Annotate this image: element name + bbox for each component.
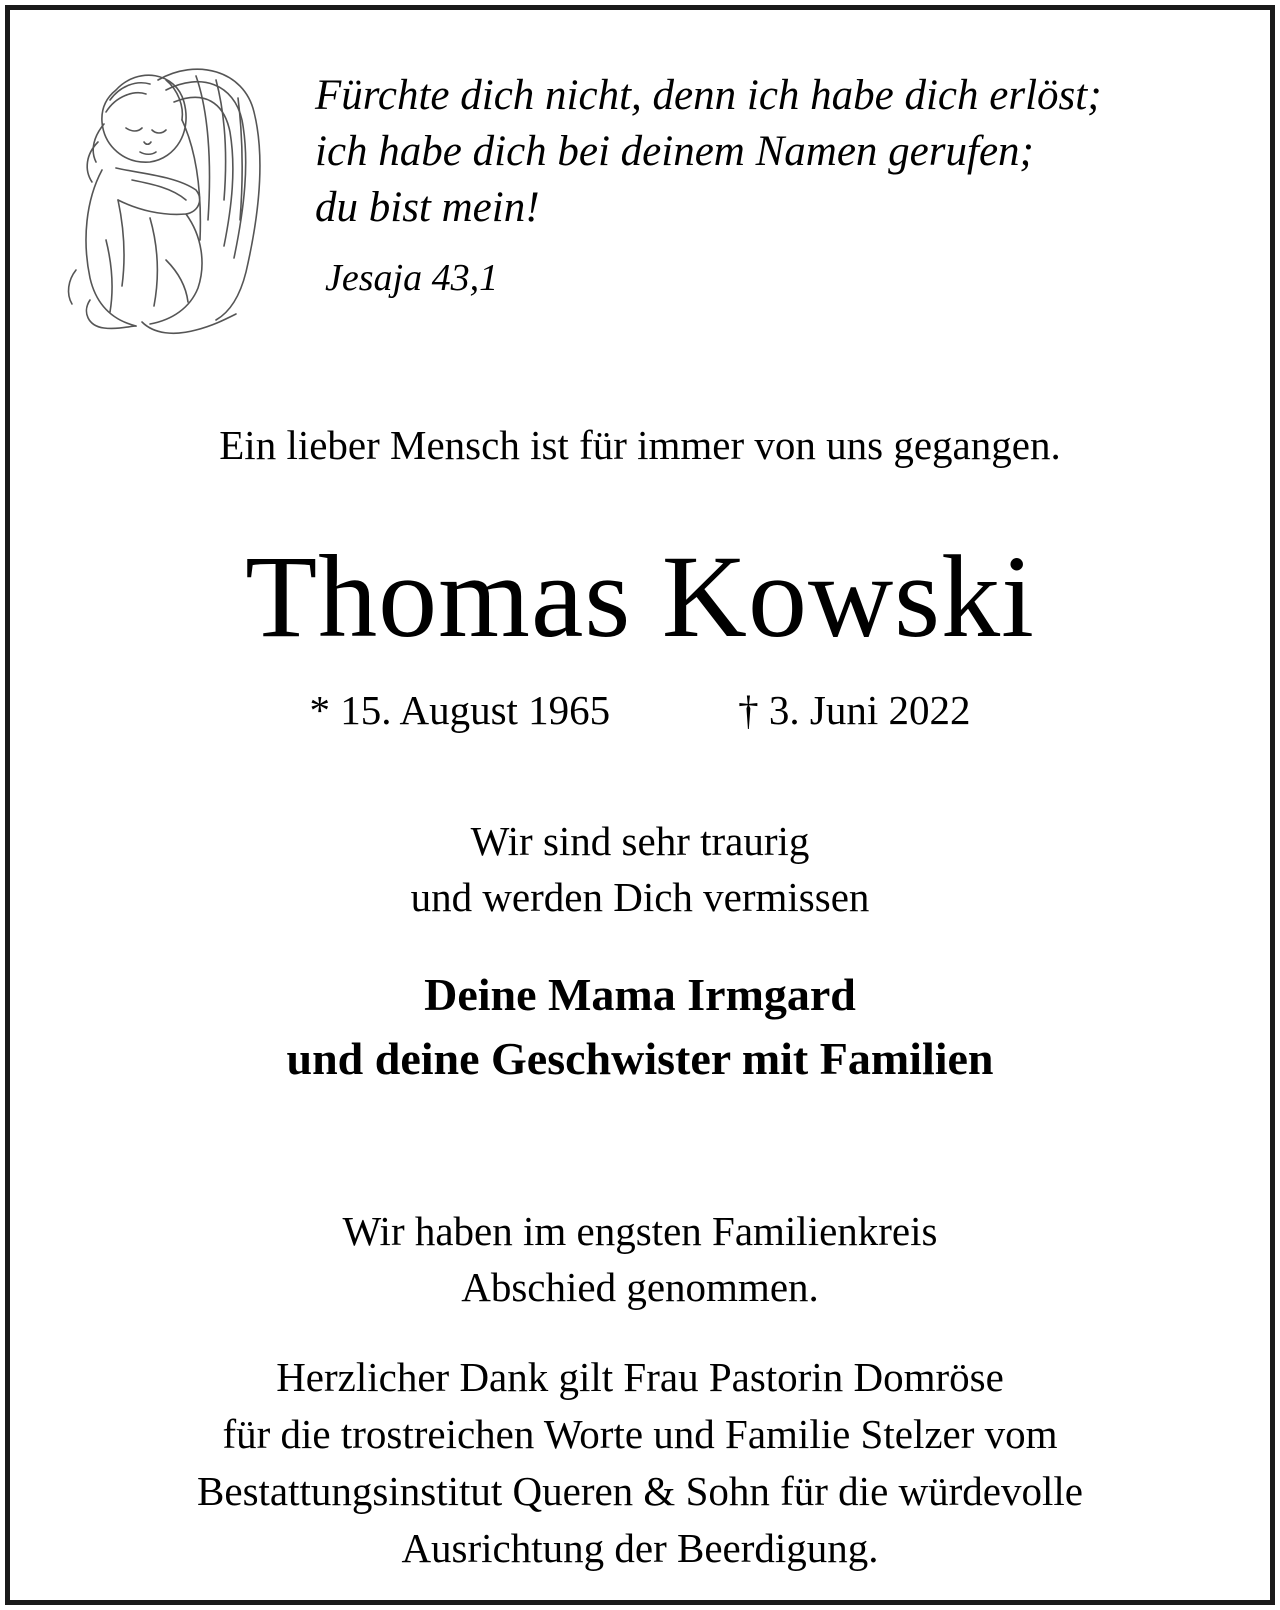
verse-line: Fürchte dich nicht, denn ich habe dich erlöst; xyxy=(315,72,1102,119)
farewell-line: Abschied genommen. xyxy=(461,1264,819,1310)
intro-text: Ein lieber Mensch ist für immer von uns gegangen. xyxy=(219,422,1061,468)
mourning-message xyxy=(10,813,1270,925)
message-line: und werden Dich vermissen xyxy=(410,874,870,920)
farewell-line: Wir haben im engsten Familienkreis xyxy=(342,1208,938,1254)
farewell-note xyxy=(10,1203,1270,1315)
obituary-frame xyxy=(5,5,1275,1605)
birth-date: * 15. August 1965 xyxy=(309,687,611,733)
life-dates xyxy=(10,685,1270,735)
deceased-name: Thomas Kowski xyxy=(245,531,1035,662)
message-line: Wir sind sehr traurig xyxy=(470,818,810,864)
thanks-line: Herzlicher Dank gilt Frau Pastorin Domröse xyxy=(276,1354,1004,1400)
verse-line: ich habe dich bei deinem Namen gerufen; xyxy=(315,128,1034,175)
thanks-line: Ausrichtung der Beerdigung. xyxy=(401,1525,879,1571)
angel-icon xyxy=(46,50,271,340)
thanks-line: für die trostreichen Worte und Familie Stelzer vom xyxy=(222,1411,1058,1457)
verse-reference: Jesaja 43,1 xyxy=(325,257,499,299)
family-line: Deine Mama Irmgard xyxy=(424,969,856,1020)
thanks-note xyxy=(10,1349,1270,1577)
family-signature xyxy=(10,963,1270,1091)
death-date: † 3. Juni 2022 xyxy=(738,687,971,733)
thanks-line: Bestattungsinstitut Queren & Sohn für die würdevolle xyxy=(197,1468,1083,1514)
family-line: und deine Geschwister mit Familien xyxy=(286,1033,994,1084)
bible-verse xyxy=(315,68,1245,236)
verse-line: du bist mein! xyxy=(315,184,540,231)
